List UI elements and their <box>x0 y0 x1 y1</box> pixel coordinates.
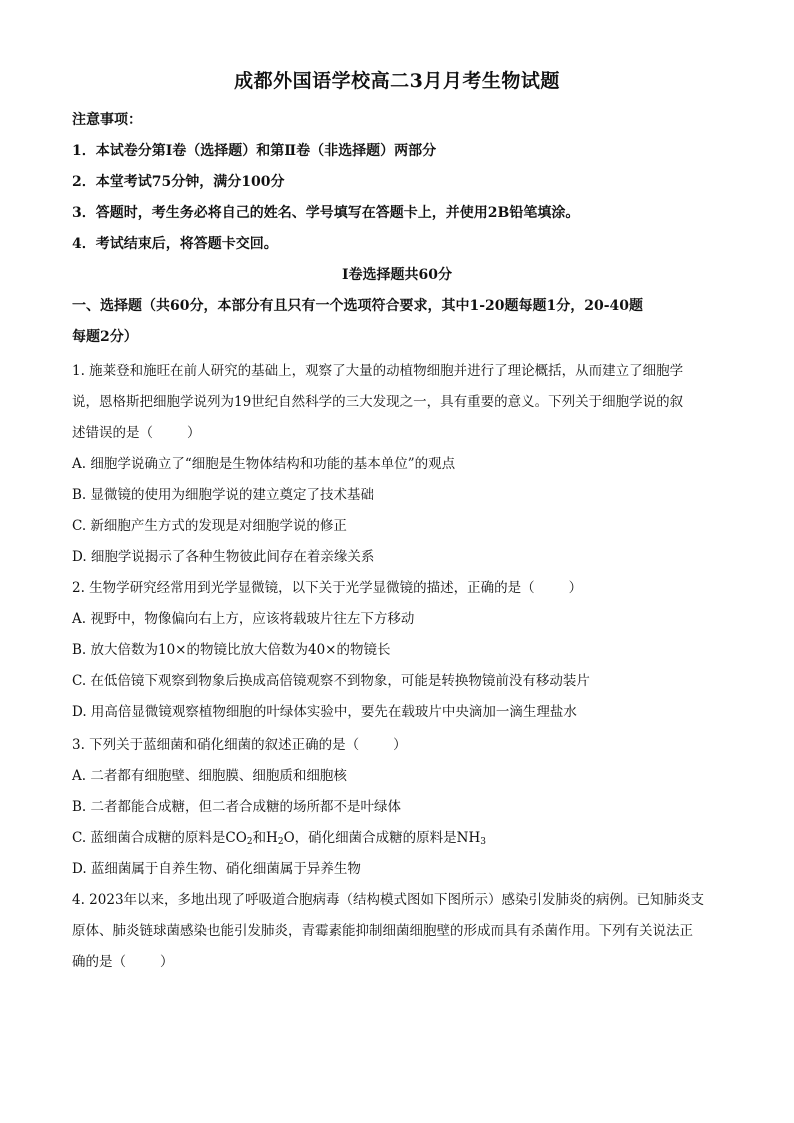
question-3-option-a: A. 二者都有细胞壁、细胞膜、细胞质和细胞核 <box>72 768 347 784</box>
answer-blank-close: ） <box>393 737 407 753</box>
page-title: 成都外国语学校高二3月月考生物试题 <box>234 70 560 92</box>
notice-item-3: 3．答题时，考生务必将自己的姓名、学号填写在答题卡上，并使用2B铅笔填涂。 <box>72 205 580 221</box>
section-instruction-line-1: 一、选择题（共60分，本部分有且只有一个选项符合要求，其中1-20题每题1分，20-40题 <box>72 298 644 314</box>
question-2-option-b: B. 放大倍数为10×的物镜比放大倍数为40×的物镜长 <box>72 642 391 658</box>
notice-item-1: 1．本试卷分第Ⅰ卷（选择题）和第Ⅱ卷（非选择题）两部分 <box>72 143 437 159</box>
option-c-text-2: 和H <box>252 830 278 846</box>
answer-blank-close: ） <box>187 425 201 441</box>
answer-blank-close: ） <box>160 954 174 970</box>
question-2-stem-text: 2. 生物学研究经常用到光学显微镜，以下关于光学显微镜的描述，正确的是（ <box>72 580 535 596</box>
question-2-stem <box>72 576 732 596</box>
section-instruction-line-2: 每题2分） <box>72 329 138 345</box>
question-4-stem-line-1: 4. 2023年以来，多地出现了呼吸道合胞病毒（结构模式图如下图所示）感染引发肺炎的病例。已知肺炎支 <box>72 892 705 908</box>
notice-item-2: 2．本堂考试75分钟，满分100分 <box>72 174 285 190</box>
question-1-stem-line-2: 说，恩格斯把细胞学说列为19世纪自然科学的三大发现之一，具有重要的意义。下列关于细胞学说的叙 <box>72 394 684 410</box>
subscript: 2 <box>277 837 284 847</box>
question-3-option-d: D. 蓝细菌属于自养生物、硝化细菌属于异养生物 <box>72 861 361 877</box>
question-1-option-c: C. 新细胞产生方式的发现是对细胞学说的修正 <box>72 518 347 534</box>
question-2-option-d: D. 用高倍显微镜观察植物细胞的叶绿体实验中，要先在载玻片中央滴加一滴生理盐水 <box>72 704 577 720</box>
subscript: 3 <box>480 837 486 847</box>
question-3-option-b: B. 二者都能合成糖，但二者合成糖的场所都不是叶绿体 <box>72 799 402 815</box>
section-title: Ⅰ卷选择题共60分 <box>341 267 453 283</box>
option-c-text-3: O，硝化细菌合成糖的原料是NH <box>283 830 481 846</box>
question-1-option-b: B. 显微镜的使用为细胞学说的建立奠定了技术基础 <box>72 487 375 503</box>
question-3-stem <box>72 733 732 753</box>
answer-blank-close: ） <box>568 580 583 596</box>
question-1-stem-text: 述错误的是（ <box>72 425 153 441</box>
question-1-stem-line-1: 1. 施莱登和施旺在前人研究的基础上，观察了大量的动植物细胞并进行了理论概括，从而建立了细胞学 <box>72 363 684 379</box>
question-2-option-a: A. 视野中，物像偏向右上方，应该将载玻片往左下方移动 <box>72 611 415 627</box>
notice-item-4: 4．考试结束后，将答题卡交回。 <box>72 236 278 252</box>
notice-heading: 注意事项： <box>72 112 142 128</box>
question-1-option-d: D. 细胞学说揭示了各种生物彼此间存在着亲缘关系 <box>72 549 375 565</box>
question-1-stem-line-3 <box>72 421 732 441</box>
option-c-text-1: C. 蓝细菌合成糖的原料是CO <box>72 830 247 846</box>
question-4-stem-text: 确的是（ <box>72 954 126 970</box>
question-2-option-c: C. 在低倍镜下观察到物象后换成高倍镜观察不到物象，可能是转换物镜前没有移动装片 <box>72 673 590 689</box>
question-3-option-c <box>72 826 732 847</box>
question-1-option-a: A. 细胞学说确立了“细胞是生物体结构和功能的基本单位”的观点 <box>72 456 456 472</box>
question-4-stem-line-2: 原体、肺炎链球菌感染也能引发肺炎，青霉素能抑制细菌细胞壁的形成而具有杀菌作用。下列有关说法正 <box>72 923 693 939</box>
question-4-stem-line-3 <box>72 950 732 970</box>
question-3-stem-text: 3. 下列关于蓝细菌和硝化细菌的叙述正确的是（ <box>72 737 360 753</box>
subscript: 2 <box>246 837 253 847</box>
